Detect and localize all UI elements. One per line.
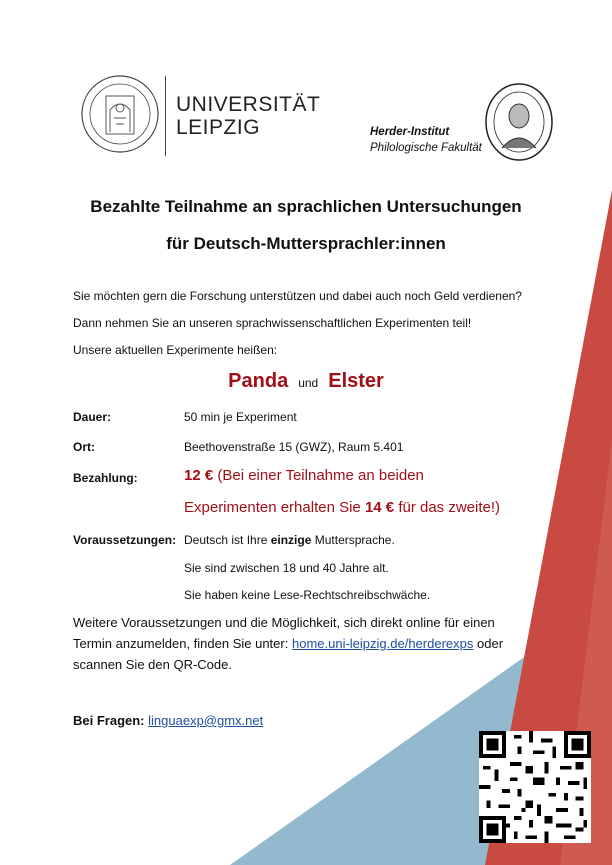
headline-line1: Bezahlte Teilnahme an sprachlichen Untersuchungen <box>90 197 522 216</box>
payment-label: Bezahlung: <box>73 471 138 485</box>
intro-line-2: Dann nehmen Sie an unseren sprachwissenschaftlichen Experimenten teil! <box>73 316 472 330</box>
qr-code-icon[interactable] <box>479 731 591 843</box>
more-info-text-a: Weitere Voraussetzungen und die Möglichkeit, sich direkt online für einen Termin anzumelden, finden Sie unter: <box>73 615 495 651</box>
requirement-1 <box>184 533 395 547</box>
logo-divider <box>165 76 166 156</box>
duration-label: Dauer: <box>73 410 112 424</box>
requirement-1-text-a: Deutsch ist Ihre <box>184 533 268 547</box>
payment-amount: 12 € <box>184 467 214 484</box>
university-seal-icon <box>80 74 160 154</box>
faculty-name: Philologische Fakultät <box>370 142 482 154</box>
requirement-1-text-b: Muttersprache. <box>314 533 395 547</box>
intro-line-3: Unsere aktuellen Experimente heißen: <box>73 343 278 357</box>
university-logo-text <box>176 93 320 139</box>
more-info-text-b: oder scannen Sie den QR-Code. <box>73 636 504 672</box>
place-label: Ort: <box>73 440 95 454</box>
requirement-3: Sie haben keine Lese-Rechtschreibschwäche. <box>184 588 431 602</box>
requirements-label: Voraussetzungen: <box>73 533 177 547</box>
experiment-panda: Panda <box>228 370 289 392</box>
payment-line-2 <box>184 499 500 516</box>
payment-note-a: (Bei einer Teilnahme an beiden <box>217 467 424 484</box>
intro-line-1: Sie möchten gern die Forschung unterstützen und dabei auch noch Geld verdienen? <box>73 289 522 303</box>
payment-bonus: 14 € <box>364 499 395 516</box>
payment-note-b: Experimenten erhalten Sie <box>184 499 361 516</box>
more-info-paragraph <box>73 612 533 675</box>
requirement-2: Sie sind zwischen 18 und 40 Jahre alt. <box>184 561 389 575</box>
university-name-line2: LEIPZIG <box>176 116 261 139</box>
payment-note-c: für das zweite!) <box>398 499 501 516</box>
experiment-names <box>0 370 612 393</box>
contact-email-link[interactable]: linguaexp@gmx.net <box>148 713 264 728</box>
institute-name: Herder-Institut <box>370 126 450 138</box>
headline-line2: für Deutsch-Muttersprachler:innen <box>166 234 446 253</box>
experiment-elster: Elster <box>328 370 384 392</box>
contact-label: Bei Fragen: <box>73 713 145 728</box>
duration-value: 50 min je Experiment <box>184 410 297 424</box>
herder-portrait-seal-icon <box>484 82 554 162</box>
contact-line <box>73 710 533 731</box>
place-value: Beethovenstraße 15 (GWZ), Raum 5.401 <box>184 440 404 454</box>
payment-line-1 <box>184 467 424 484</box>
institute-block <box>370 124 482 156</box>
university-name-line1: UNIVERSITÄT <box>176 93 321 116</box>
experiment-connector: und <box>298 376 319 390</box>
registration-link[interactable]: home.uni-leipzig.de/herderexps <box>291 636 474 651</box>
requirement-1-emphasis: einzige <box>270 533 312 547</box>
